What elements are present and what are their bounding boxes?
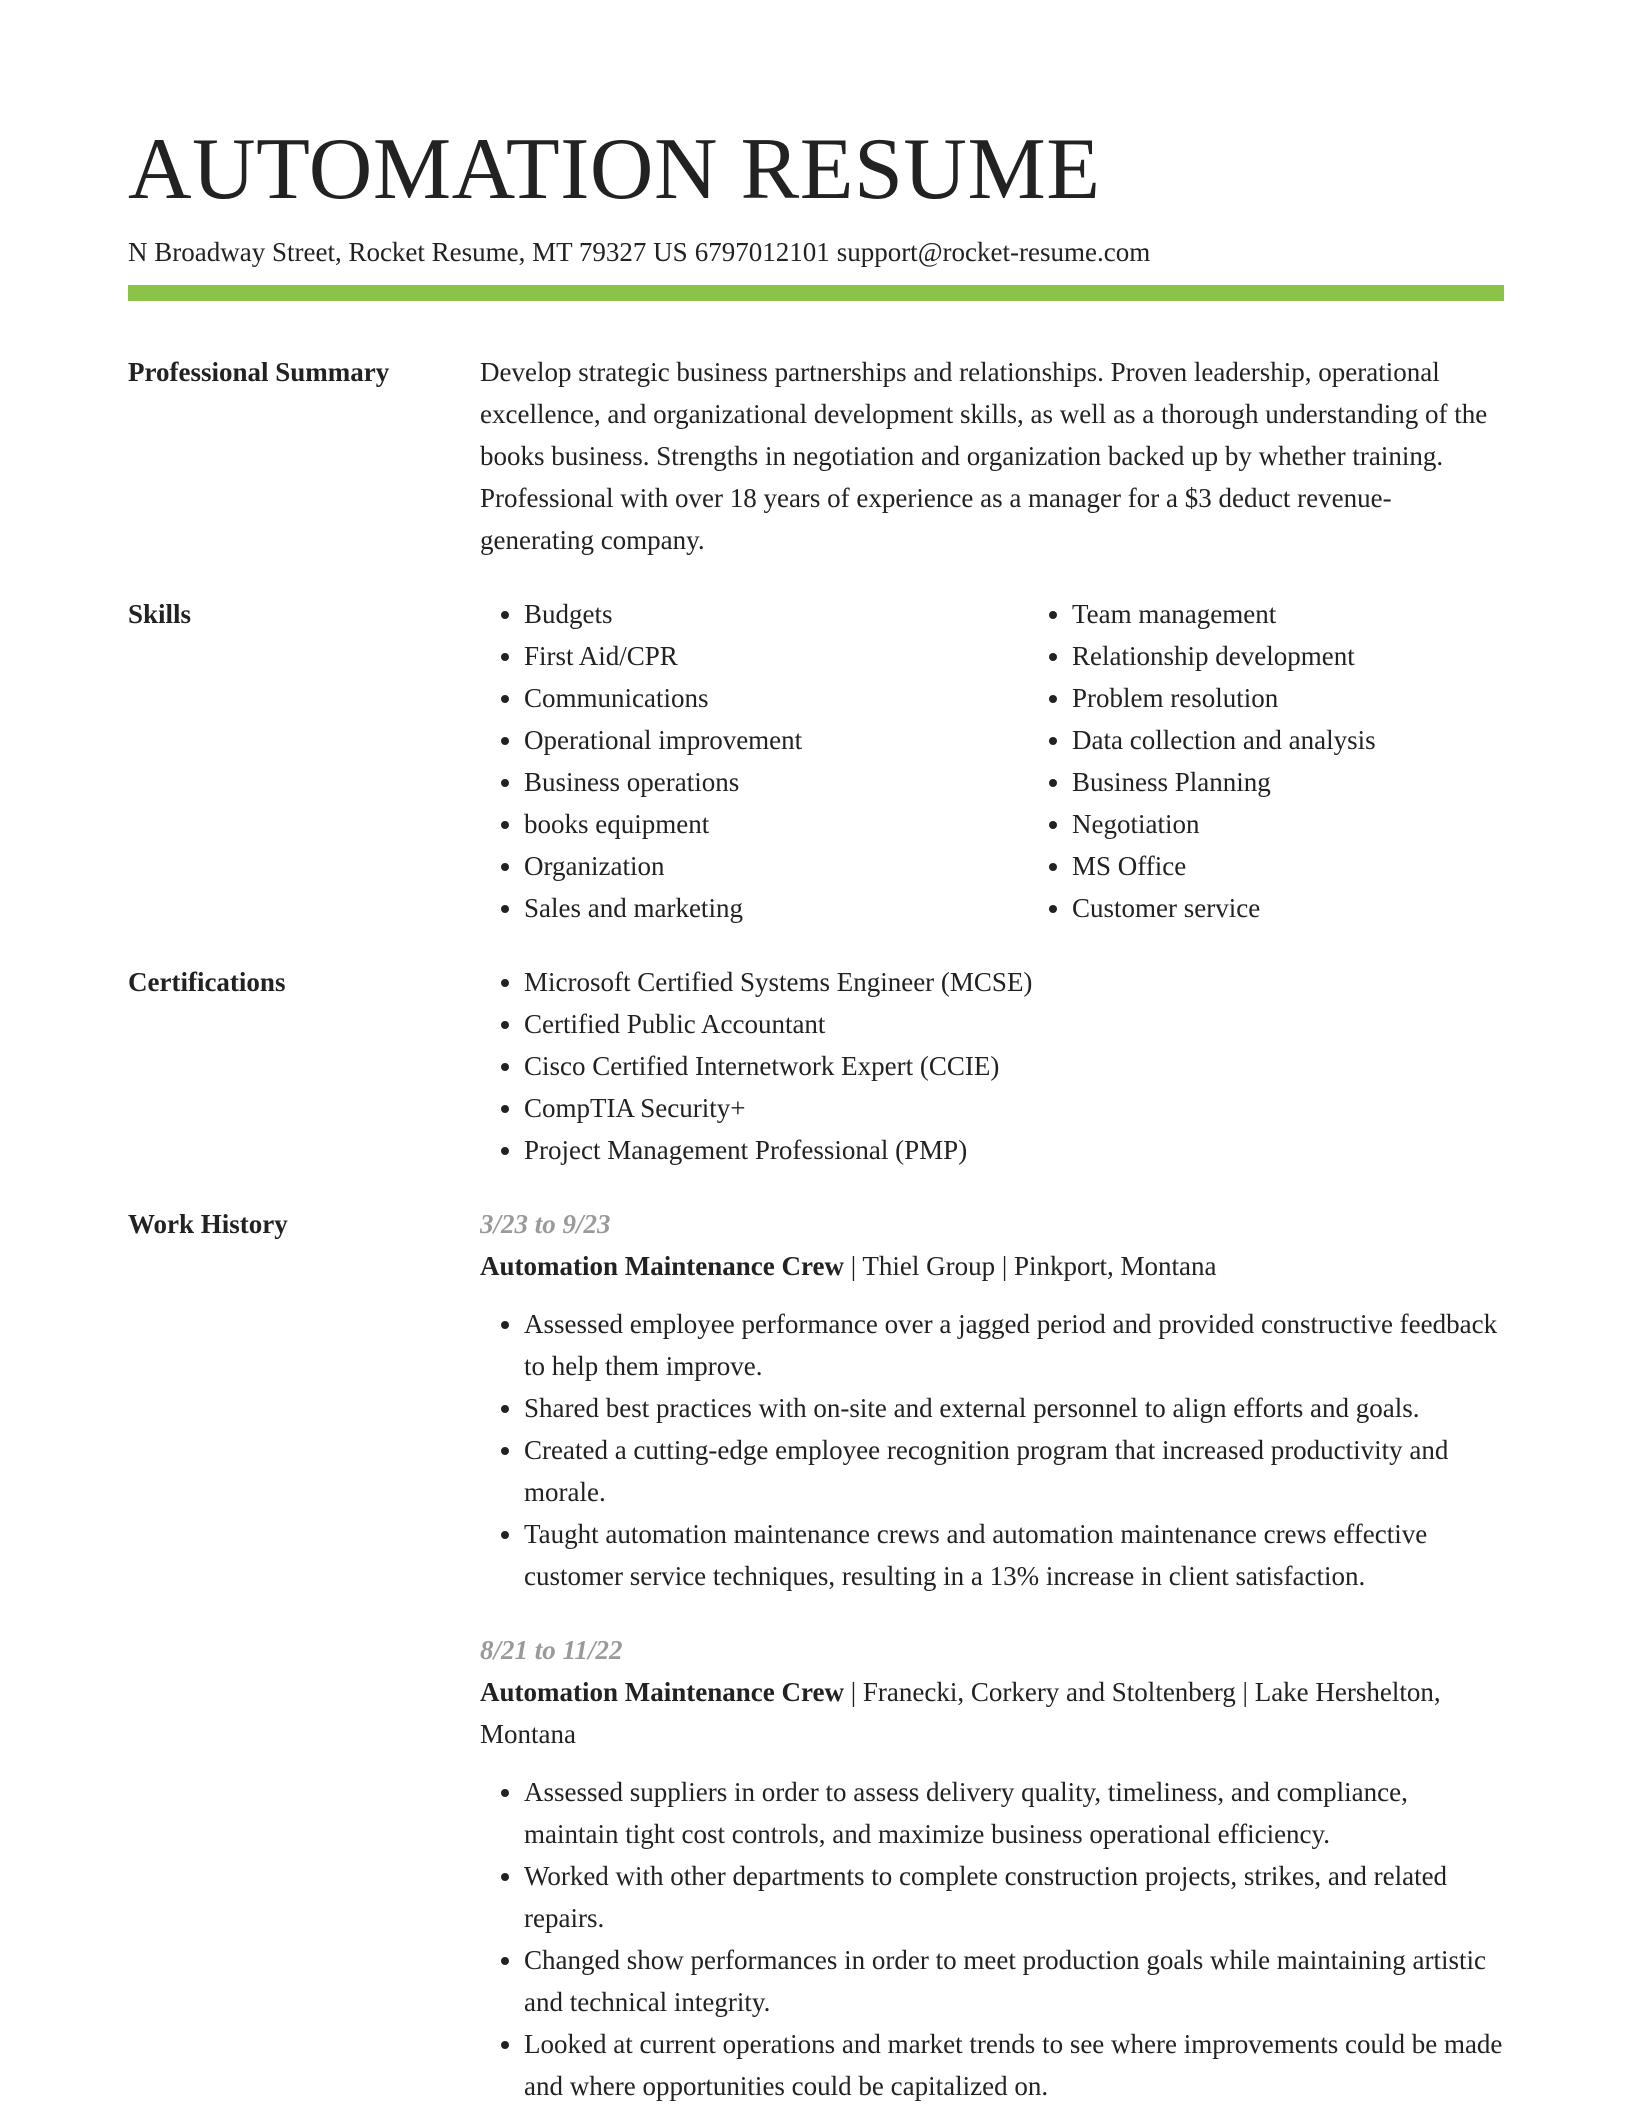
skill-item: • Communications	[524, 677, 1028, 719]
certifications-section	[128, 961, 1504, 1171]
certifications-list	[480, 961, 1504, 1171]
job-company: Thiel Group	[862, 1251, 996, 1281]
skill-item: • Operational improvement	[524, 719, 1028, 761]
summary-text: Develop strategic business partnerships and relationships. Proven leadership, operational excellence, and organizational development skills, as well as a thorough understanding of the books business. Strengths in negotiation and organization backed up by whether training. Professional with over 18 years of experience as a manager for a $3 deduct revenue-generating company.	[480, 357, 1488, 555]
skill-item: • Organization	[524, 845, 1028, 887]
skill-item: • MS Office	[1072, 845, 1376, 887]
job-company: Franecki, Corkery and Stoltenberg	[862, 1677, 1236, 1707]
skills-list-left	[480, 593, 1028, 929]
skill-item: • Team management	[1072, 593, 1376, 635]
job-location: Lake Hershelton, Montana	[480, 1677, 1441, 1749]
contact-address: N Broadway Street, Rocket Resume, MT 79327 US	[128, 237, 688, 267]
work-history-heading: Work History	[128, 1209, 288, 1239]
skill-item: • First Aid/CPR	[524, 635, 1028, 677]
skills-section	[128, 593, 1504, 929]
certification-item: • Microsoft Certified Systems Engineer (MCSE)	[524, 961, 1504, 1003]
skill-item: • Negotiation	[1072, 803, 1376, 845]
resume-page	[128, 0, 1504, 2107]
job-title: Automation Maintenance Crew	[480, 1251, 844, 1281]
job-entry	[480, 1629, 1504, 2107]
skill-item: • Customer service	[1072, 887, 1376, 929]
skill-item: • Relationship development	[1072, 635, 1376, 677]
job-bullet: • Worked with other departments to complete construction projects, strikes, and related repairs.	[524, 1855, 1504, 1939]
job-bullet: • Looked at current operations and market trends to see where improvements could be made and where opportunities could be capitalized on.	[524, 2023, 1504, 2107]
skill-item: • Budgets	[524, 593, 1028, 635]
job-bullet: • Assessed suppliers in order to assess delivery quality, timeliness, and compliance, maintain tight cost controls, and maximize business operational efficiency.	[524, 1771, 1504, 1855]
job-bullet: • Shared best practices with on-site and external personnel to align efforts and goals.	[524, 1387, 1504, 1429]
job-bullet: • Created a cutting-edge employee recognition program that increased productivity and morale.	[524, 1429, 1504, 1513]
resume-name: AUTOMATION RESUME	[128, 121, 1101, 218]
certification-item: • Cisco Certified Internetwork Expert (CCIE)	[524, 1045, 1504, 1087]
work-history-section	[128, 1203, 1504, 2107]
skill-item: • Problem resolution	[1072, 677, 1376, 719]
job-dates: 8/21 to 11/22	[480, 1635, 623, 1665]
certification-item: • CompTIA Security+	[524, 1087, 1504, 1129]
job-heading: Automation Maintenance Crew | Franecki, Corkery and Stoltenberg | Lake Hershelton, Montana	[480, 1677, 1441, 1749]
contact-phone: 6797012101	[694, 237, 830, 267]
skill-item: • Data collection and analysis	[1072, 719, 1376, 761]
job-bullet: • Taught automation maintenance crews and automation maintenance crews effective customer service techniques, resulting in a 13% increase in client satisfaction.	[524, 1513, 1504, 1597]
job-bullets	[480, 1771, 1504, 2107]
job-title: Automation Maintenance Crew	[480, 1677, 844, 1707]
job-entry	[480, 1203, 1504, 1597]
job-heading: Automation Maintenance Crew | Thiel Group | Pinkport, Montana	[480, 1251, 1217, 1281]
header-divider	[128, 285, 1504, 301]
summary-section	[128, 351, 1504, 561]
certifications-heading: Certifications	[128, 967, 286, 997]
job-bullet: • Changed show performances in order to meet production goals while maintaining artistic and technical integrity.	[524, 1939, 1504, 2023]
certification-item: • Project Management Professional (PMP)	[524, 1129, 1504, 1171]
skill-item: • Business operations	[524, 761, 1028, 803]
skill-item: • Business Planning	[1072, 761, 1376, 803]
job-location: Pinkport, Montana	[1014, 1251, 1217, 1281]
summary-heading: Professional Summary	[128, 357, 390, 387]
job-dates: 3/23 to 9/23	[480, 1209, 611, 1239]
skills-list-right	[1028, 593, 1376, 929]
skills-heading: Skills	[128, 599, 192, 629]
contact-line	[128, 234, 1504, 270]
certification-item: • Certified Public Accountant	[524, 1003, 1504, 1045]
skill-item: • Sales and marketing	[524, 887, 1028, 929]
job-bullet: • Assessed employee performance over a jagged period and provided constructive feedback to help them improve.	[524, 1303, 1504, 1387]
job-bullets	[480, 1303, 1504, 1597]
contact-email: support@rocket-resume.com	[836, 237, 1151, 267]
skill-item: • books equipment	[524, 803, 1028, 845]
